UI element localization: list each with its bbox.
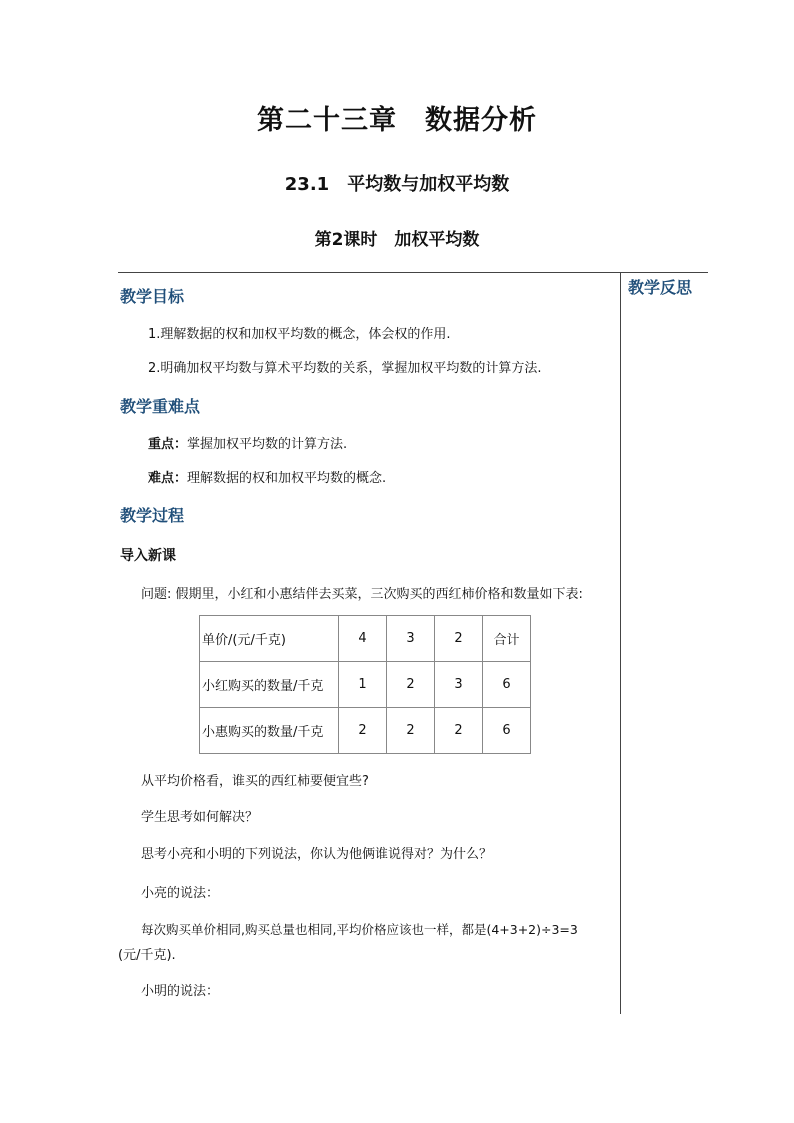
goal-item-2: 2.明确加权平均数与算术平均数的关系，掌握加权平均数的计算方法. [148, 361, 542, 376]
lesson-title: 第2课时 加权平均数 [314, 230, 480, 250]
table-cell: 3 [387, 616, 435, 662]
think-text: 学生思考如何解决？ [141, 810, 259, 825]
question-text: 问题: 假期里，小红和小惠结伴去买菜，三次购买的西红柿价格和数量如下表: [141, 587, 583, 602]
table-cell: 2 [435, 616, 483, 662]
table-cell: 6 [483, 708, 531, 754]
focus-text: 掌握加权平均数的计算方法. [187, 437, 348, 452]
table-cell: 4 [339, 616, 387, 662]
price-quantity-table [199, 615, 531, 754]
consider-text: 思考小亮和小明的下列说法，你认为他俩谁说得对？为什么？ [141, 847, 493, 862]
table-cell: 合计 [483, 616, 531, 662]
column-divider [620, 272, 621, 1014]
table-cell: 单价/(元/千克) [200, 616, 339, 662]
key-points-heading: 教学重难点 [120, 397, 201, 416]
focus-line [148, 433, 347, 452]
difficulty-label: 难点： [148, 471, 188, 486]
table-cell: 2 [387, 708, 435, 754]
table-cell: 2 [387, 662, 435, 708]
focus-label: 重点： [148, 437, 188, 452]
table-cell: 1 [339, 662, 387, 708]
table-cell: 6 [483, 662, 531, 708]
difficulty-line [148, 467, 386, 486]
table-cell: 2 [339, 708, 387, 754]
chapter-title: 第二十三章 数据分析 [257, 105, 537, 136]
intro-heading: 导入新课 [120, 548, 176, 564]
liang-label: 小亮的说法： [141, 886, 220, 901]
table-cell: 3 [435, 662, 483, 708]
process-heading: 教学过程 [120, 506, 185, 525]
table-row [200, 708, 531, 754]
section-title: 23.1 平均数与加权平均数 [284, 174, 510, 195]
table-cell: 小红购买的数量/千克 [200, 662, 339, 708]
liang-text-line-2: (元/千克). [118, 948, 176, 963]
goals-heading: 教学目标 [120, 287, 185, 306]
liang-text-line-1: 每次购买单价相同,购买总量也相同,平均价格应该也一样，都是(4+3+2)÷3=3 [141, 922, 578, 937]
difficulty-text: 理解数据的权和加权平均数的概念. [187, 471, 387, 486]
table-cell: 2 [435, 708, 483, 754]
goal-item-1: 1.理解数据的权和加权平均数的概念，体会权的作用. [148, 327, 451, 342]
table-row [200, 662, 531, 708]
ming-label: 小明的说法： [141, 984, 220, 999]
table-row [200, 616, 531, 662]
after-table-text: 从平均价格看，谁买的西红柿要便宜些? [141, 774, 369, 789]
table-cell: 小惠购买的数量/千克 [200, 708, 339, 754]
reflection-heading: 教学反思 [628, 278, 693, 297]
